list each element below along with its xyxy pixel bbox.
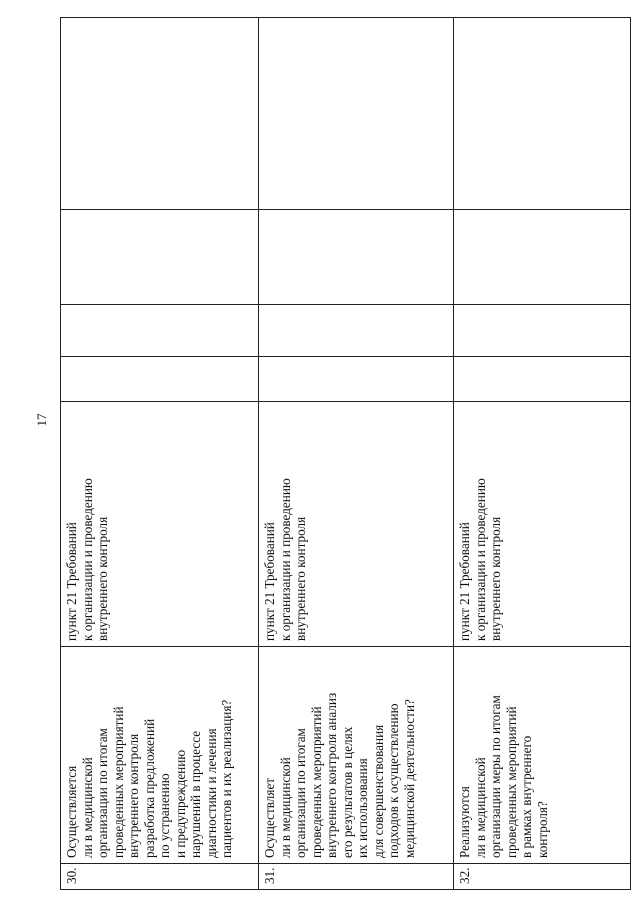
checklist-table [60,17,631,890]
reference-text: пункт 21 Требований к организации и проведению внутреннего контроля [454,402,631,647]
answer-cell [259,210,454,305]
question-text: Осуществляет ли в медицинской организации по итогам проведенных мероприятий внутреннего контроля анализ его результатов в целях их использования для совершенствования подходов к осуществлению медицинской деятельности? [259,647,454,864]
table-row [454,18,631,890]
table-row [259,18,454,890]
answer-cell [454,305,631,357]
answer-cell [61,357,259,402]
answer-cell [61,210,259,305]
row-number: 32. [454,864,631,890]
row-number: 30. [61,864,259,890]
notes-cell [454,18,631,210]
checklist-table-rotated [60,18,630,890]
answer-cell [259,357,454,402]
table-row [61,18,259,890]
question-text: Осуществляется ли в медицинской организации по итогам проведенных мероприятий внутреннего контроля разработка предложений по устранению и предупреждению нарушений в процессе диагностики и лечения пациентов и их реализация? [61,647,259,864]
question-text: Реализуются ли в медицинской организации меры по итогам проведенных мероприятий в рамках внутреннего контроля? [454,647,631,864]
reference-text: пункт 21 Требований к организации и проведению внутреннего контроля [259,402,454,647]
answer-cell [454,357,631,402]
notes-cell [259,18,454,210]
answer-cell [61,305,259,357]
notes-cell [61,18,259,210]
answer-cell [454,210,631,305]
reference-text: пункт 21 Требований к организации и проведению внутреннего контроля [61,402,259,647]
row-number: 31. [259,864,454,890]
page-number: 17 [34,413,49,427]
answer-cell [259,305,454,357]
